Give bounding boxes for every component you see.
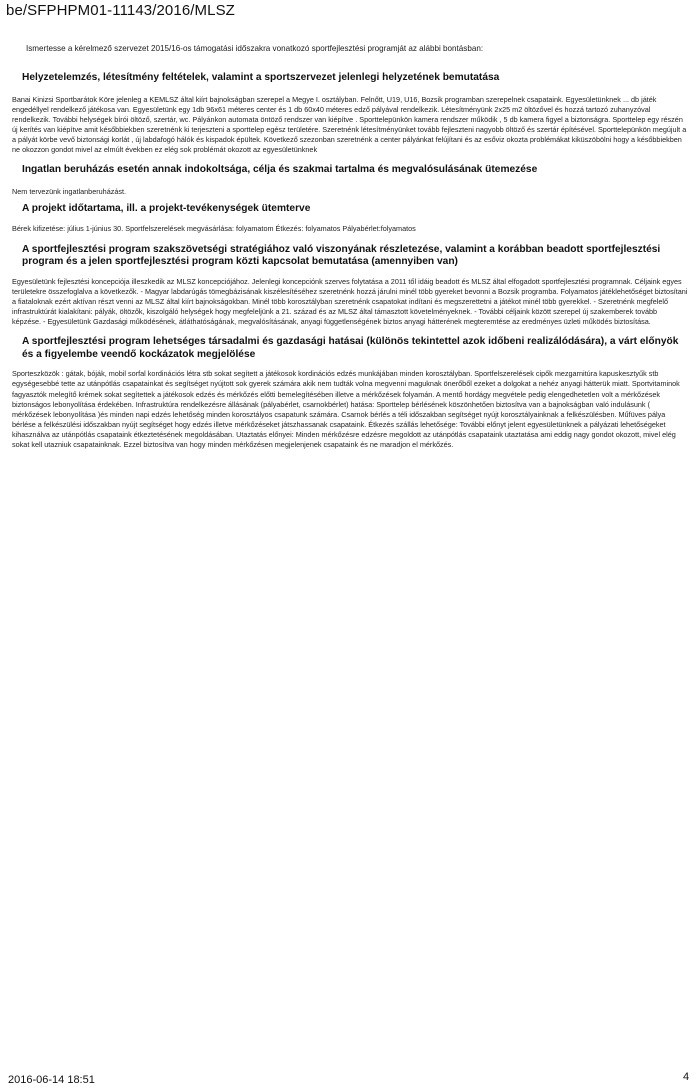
document-body bbox=[12, 44, 688, 450]
footer-timestamp: 2016-06-14 18:51 bbox=[8, 1074, 95, 1086]
section-title-real-estate: Ingatlan beruházás esetén annak indokoltsága, célja és szakmai tartalma és megvalósulásának ütemezése bbox=[22, 164, 538, 176]
section-title-federation-strategy: A sportfejlesztési program szakszövetségi stratégiához való viszonyának részletezése, valamint a korábban beadott sportfejlesztési program és a jelen sportfejlesztési program közti kapcsolat bemutatása (amennyiben van) bbox=[22, 243, 661, 268]
intro-text: Ismertesse a kérelmező szervezet 2015/16-os támogatási időszakra vonatkozó sportfejlesztési programját az alábbi bontásban: bbox=[26, 44, 484, 53]
section-body-federation-strategy: Egyesületünk fejlesztési koncepciója illeszkedik az MLSZ koncepciójához. Jelenlegi koncepciónk szerves folytatása a 2011 től idáig beadott és MLSZ által elfogadott sportfejlesztési programnak. Céljaink egyes területekre összefoglalva a következők. - Magyar labdarúgás tömegbázisának kiszélesítéséhez szeretnénk hozzá járulni minél több gyereket bevonni a Bozsik programba. Folyamatos játéklehetőséget biztosítani a fiataloknak ezért aktívan részt venni az MLSZ által kiírt bajnokságokban. Minél több korosztályban szeretnénk csapatokat indítani és megszerettetni a játékot minél több gyerekkel. - Szeretnénk megfelelő infrastruktúrát kialakítani: pályák, öltözők, kiszolgáló helységek hogy megfeleljünk a 21. század és az MLSZ által támasztott követelményeknek. - További céljaink között szerepel új szakemberek tovább képzése. - Egyesületünk Gazdasági működésének, átláthatóságának, megvalósításának, anyagi függetlenségének biztos anyagi hátterének megteremtése az eredményes üzleti működés biztosítása. bbox=[12, 276, 688, 327]
section-body-situation-analysis: Banai Kinizsi Sportbarátok Köre jelenleg a KEMLSZ által kiírt bajnokságban szerepel a Megye I. osztályban. Felnőtt, U19, U16, Bozsik programban szerepelnek csapataink. Egyesületünknek ... db játék engedéllyel rendelkező játékosa van. Egyesületünk egy 1db 96x61 méteres center és 1 db 60x40 méteres edző pályával rendelkezik. Létesítményünk 2x25 m2 öltözővel és hozzá tartozó zuhanyzóval rendelkezik. További helységek bírói öltöző, szertár, wc. Pályánkon automata öntöző rendszer van kiépítve . Sporttelepünkön kamera rendszer működik , 5 db kamera figyel a biztonságra. Sporttelep egy részén új kerítés van kiépítve amit későbbiekben szeretnénk ki terjeszteni a sporttelep egész területére. Szeretnénk létesítményünket tovább fejleszteni nagyobb öltöző és szertár építésével. Sporttelepünkön megújult a a pályát körbe vevő biztonsági korlát , új labdafogó hálók és kispadok épültek. Következő szezonban szeretnénk a center pályánkat felújítani és az esőviz okozta problémákat kiküszöbölni hogy a későbbiekben ne okozzon gondot mivel az elmúlt években ez elég sok problémát okozott az egyesületünknek bbox=[12, 94, 687, 155]
section-title-social-economic-impact: A sportfejlesztési program lehetséges társadalmi és gazdasági hatásai (különös tekintettel azok időbeni realizálódására), a várt előnyök és a figyelembe veendő kockázatok megjelölése bbox=[22, 336, 679, 360]
section-body-social-economic-impact: Sporteszközök : gátak, bóják, mobil sorfal kordinációs létra stb sokat segített a játékosok kordinációs edzés munkájában minden korosztályban. Sportfelszerelések cipők mezgarnitúra kapuskesztyűk stb egységesebbé tette az utánpótlás csapatainkat és segítséget nyújtott sok gyerek számára akik nem tudták volna megvenni maguknak önerőből ezeket a dolgokat a nehéz anyagi hátterük miatt. Sportvitaminok fagyasztók melegítő krémek sokat segítettek a játékosok edzés és mérkőzés előtti bemelegítésében illetve a mérkőzések folyamán. A mentő hordágy megvétele pedig elengedhetetlen volt a mérkőzések biztonságos lebonyolítása érdekében. Infrastruktúra rendelkezésre állásának (pályabérlet, csarnokbérlet) hatása: Sporttelep bérlésének köszönhetően biztosítva van a bajnokságban való indulásunk ( mérkőzések lebonyolítása )és minden napi edzés lehetőség minden korosztályos csapatunk számára. Csarnok bérlés a téli időszakban segítséget nyújt korosztályainknak a felkészülésben. Műfüves pálya bérlése a felkészülési időszakban nyújt segítséget hogy edzés illetve mérkőzéseket játszhassanak csapataink. Étkezés szállás lehetősége: További előnyt jelent egyesületünknek a pályázati lehetőségeket kihasználva az utánpótlás csapataink étkeztetésének megoldásában. Utaztatás előnyei: Minden mérkőzésre edzésre megoldott az utánpótlás csapataink utaztatása ami eddig nagy gondot okozott, mivel elég sokat kell utazniuk csapatainknak. Ezzel biztosítva van hogy minden mérkőzésen megjelenjenek csapataink és ne maradjon el mérkőzés. bbox=[12, 369, 680, 450]
section-body-project-schedule: Bérek kifizetése: július 1-június 30. Sportfelszerelések megvásárlása: folyamatom Étkezés: folyamatos Pályabérlet:folyamatos bbox=[12, 224, 416, 234]
section-title-situation-analysis: Helyzetelemzés, létesítmény feltételek, valamint a sportszervezet jelenlegi helyzetének bemutatása bbox=[22, 72, 500, 83]
section-body-real-estate: Nem tervezünk ingatlanberuházást. bbox=[12, 186, 127, 196]
section-title-project-schedule: A projekt időtartama, ill. a projekt-tevékenységek ütemterve bbox=[22, 202, 311, 214]
document-reference: be/SFPHPM01-11143/2016/MLSZ bbox=[6, 2, 235, 19]
page-number: 4 bbox=[683, 1071, 690, 1083]
